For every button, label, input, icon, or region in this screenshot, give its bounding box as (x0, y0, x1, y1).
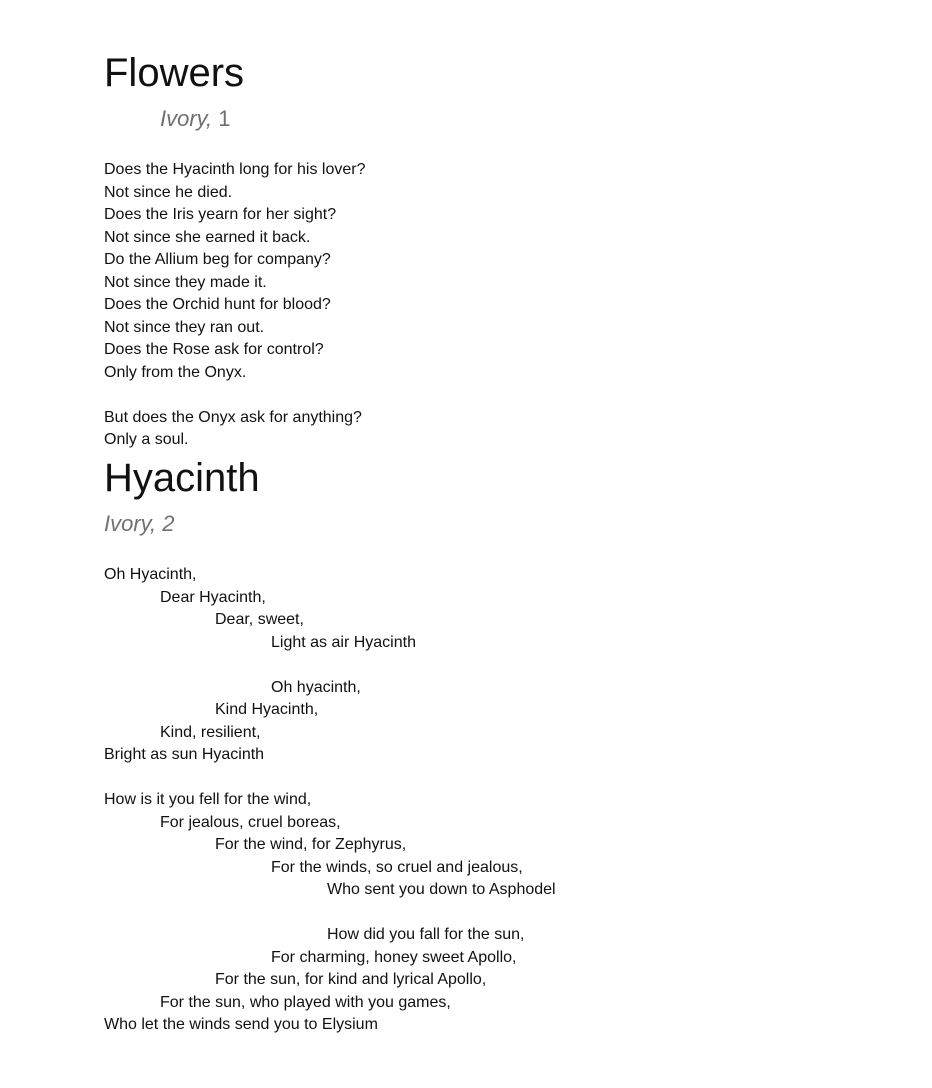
poem-line: But does the Onyx ask for anything? (104, 408, 362, 426)
stanza-break (104, 767, 864, 790)
poem-line: How did you fall for the sun, (327, 926, 525, 943)
poem-line: Who let the winds send you to Elysium (104, 1016, 378, 1033)
poem-line: Not since they ran out. (104, 318, 265, 336)
poem-line: Do the Allium beg for company? (104, 251, 331, 268)
poem-line: Oh hyacinth, (271, 678, 361, 696)
stanza-break (104, 902, 864, 925)
poem-line: For the wind, for Zephyrus, (215, 836, 407, 853)
poem-body-hyacinth (104, 564, 864, 1037)
poem-line: Light as air Hyacinth (271, 633, 416, 651)
poem-line: For the winds, so cruel and jealous, (271, 858, 523, 876)
stanza-break (104, 654, 864, 677)
poem-line: Does the Iris yearn for her sight? (104, 206, 337, 223)
poem-line: Not since she earned it back. (104, 228, 311, 246)
poem-line: How is it you fell for the wind, (104, 791, 312, 808)
poem-line: Only from the Onyx. (104, 363, 247, 381)
poem-line: Bright as sun Hyacinth (104, 746, 265, 763)
poem-title-hyacinth: Hyacinth (104, 456, 260, 500)
poem-subtitle-hyacinth (104, 513, 175, 535)
poem-line: Does the Orchid hunt for blood? (104, 296, 331, 313)
subtitle-italic: Ivory, 2 (104, 511, 175, 536)
poem-line: Dear, sweet, (215, 611, 304, 628)
poem-title-flowers: Flowers (104, 51, 245, 95)
subtitle-number: 1 (212, 106, 231, 131)
poem-line: Kind Hyacinth, (215, 701, 319, 718)
poem-line: Only a soul. (104, 431, 189, 448)
poem-line: Does the Rose ask for control? (104, 341, 324, 358)
poem-line: Kind, resilient, (160, 723, 261, 741)
poem-body-flowers (104, 159, 864, 452)
subtitle-italic: Ivory, (160, 106, 213, 131)
poem-subtitle-flowers (160, 108, 231, 130)
poem-line: Not since he died. (104, 183, 233, 201)
poem-line: Dear Hyacinth, (160, 588, 266, 606)
poem-line: For jealous, cruel boreas, (160, 813, 341, 831)
poem-line: Not since they made it. (104, 273, 267, 291)
stanza-break (104, 384, 864, 407)
poem-line: For charming, honey sweet Apollo, (271, 948, 517, 966)
poem-line: For the sun, for kind and lyrical Apollo, (215, 971, 487, 988)
poem-line: For the sun, who played with you games, (160, 993, 451, 1011)
poem-line: Who sent you down to Asphodel (327, 881, 556, 898)
poem-line: Does the Hyacinth long for his lover? (104, 161, 366, 178)
poem-line: Oh Hyacinth, (104, 566, 197, 583)
